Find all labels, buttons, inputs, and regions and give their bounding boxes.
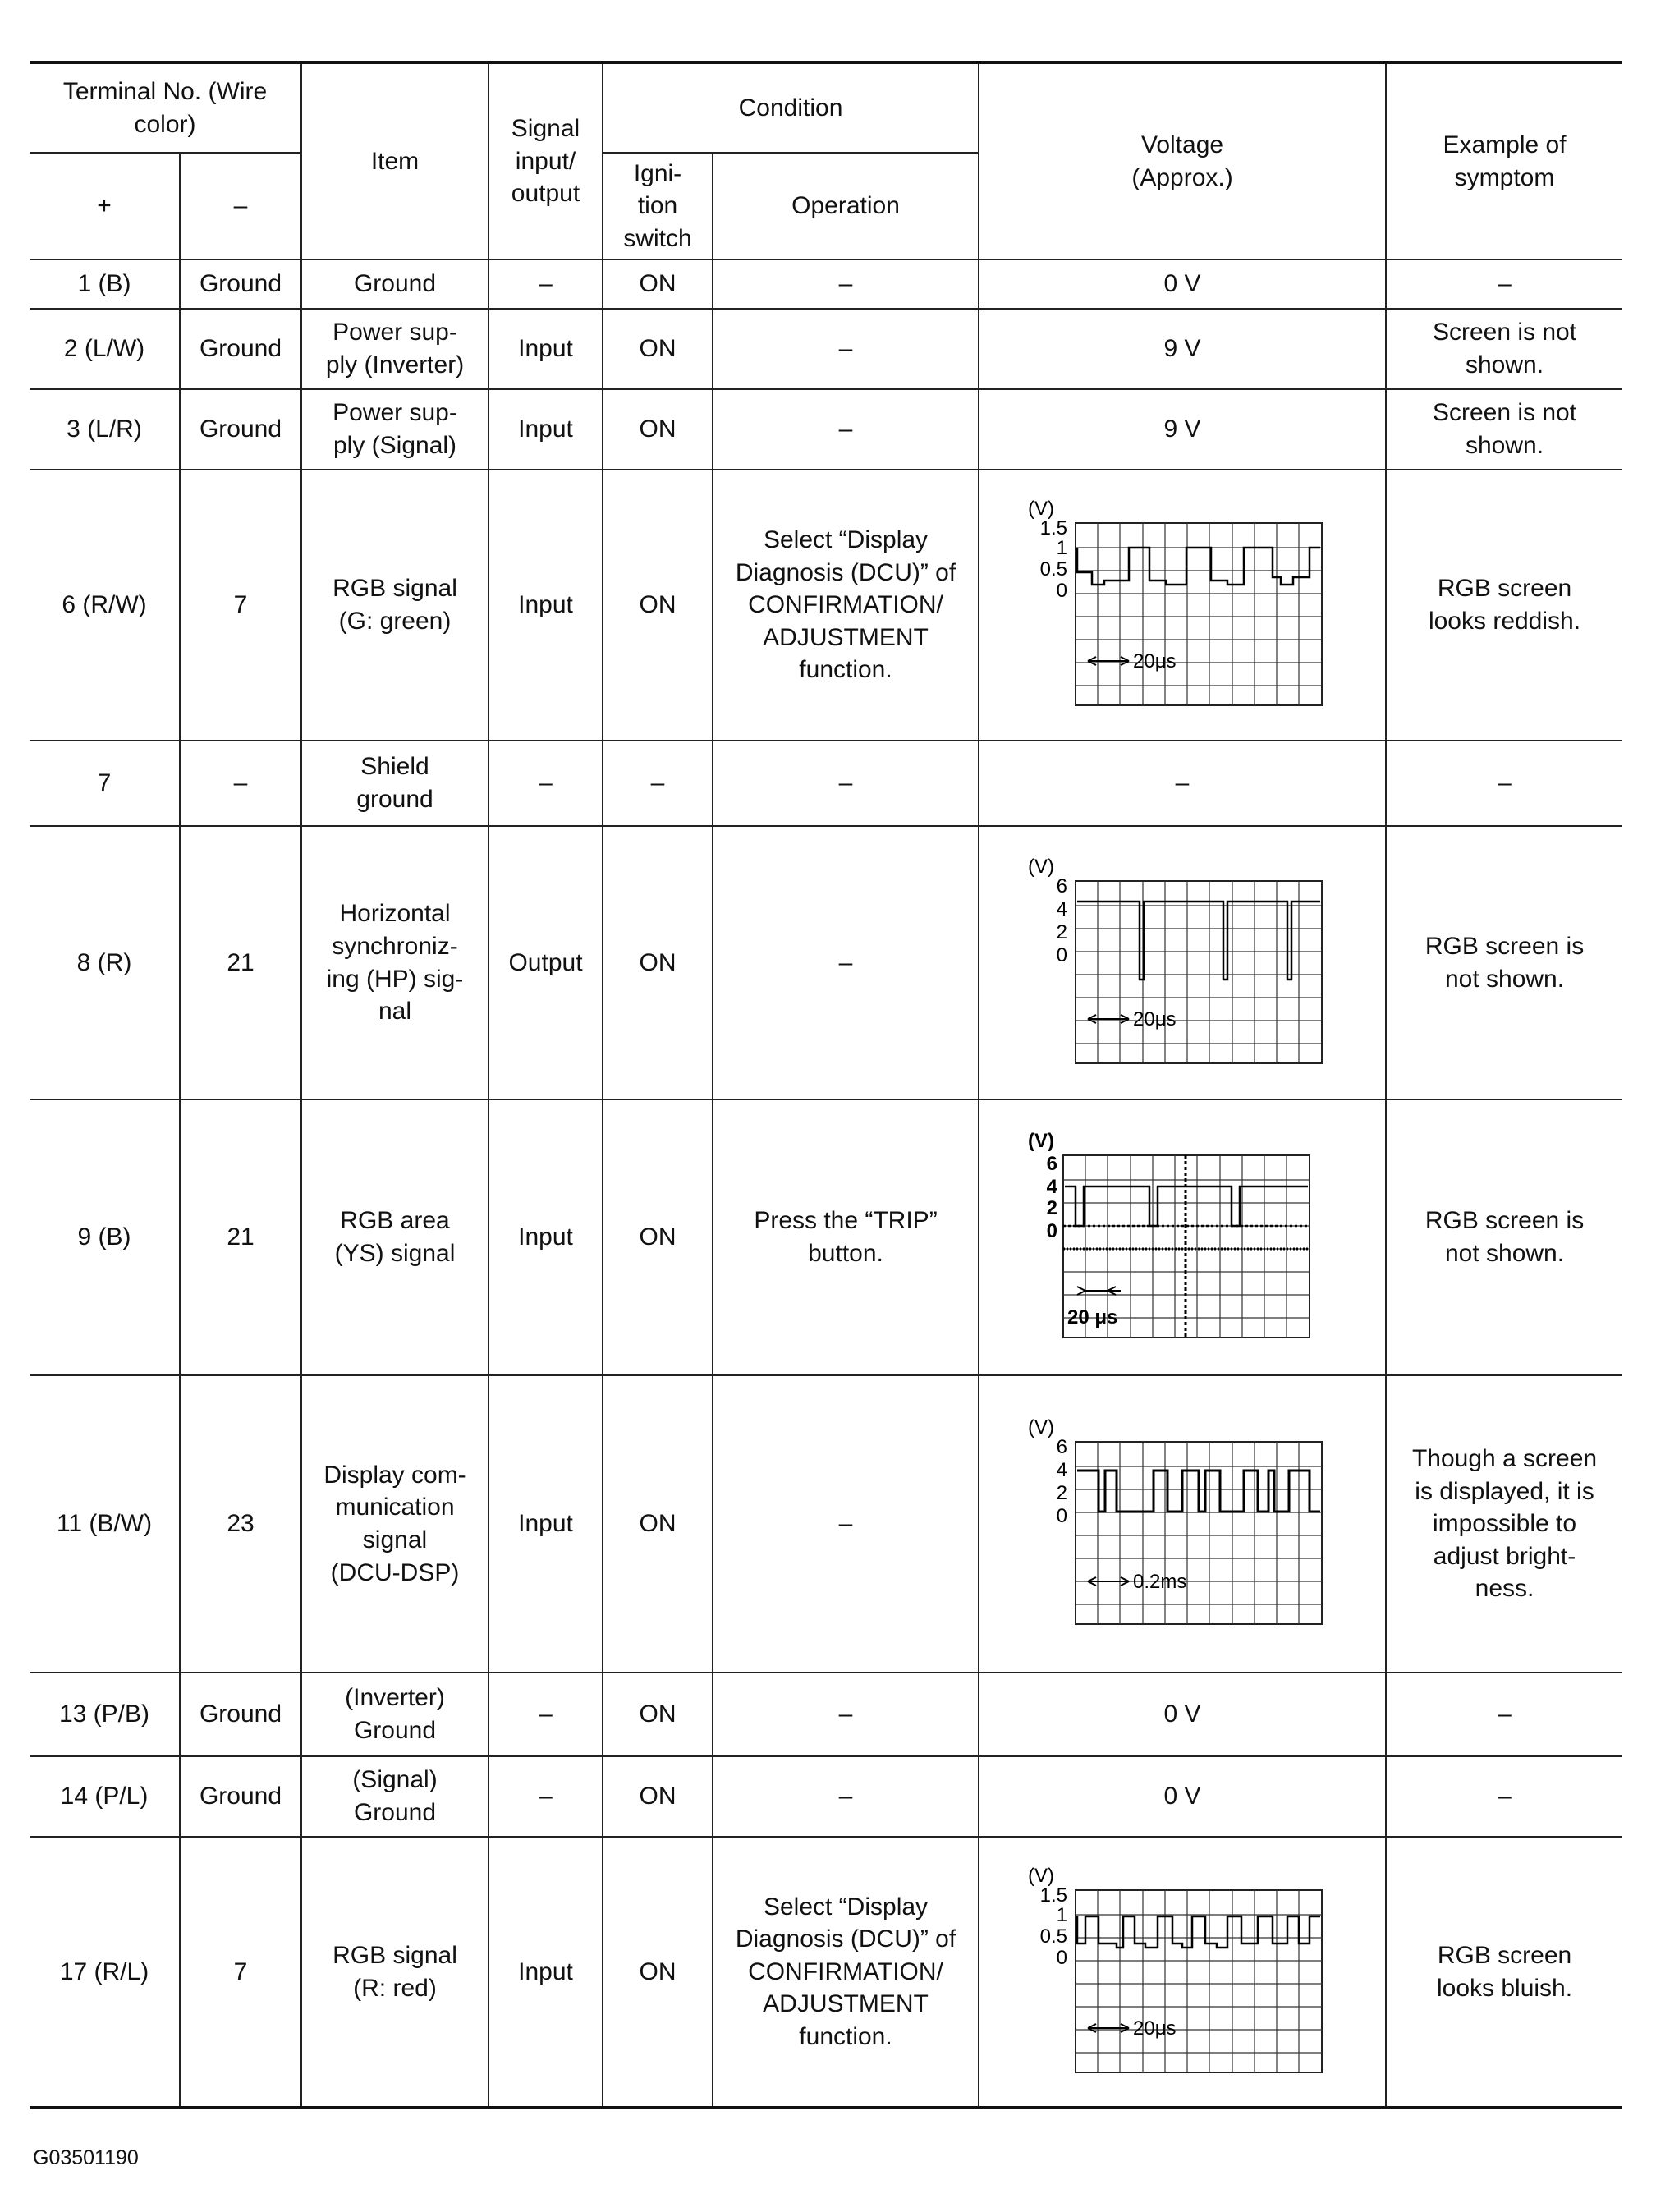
operation-cell: – bbox=[713, 309, 979, 389]
scope-y-label: 4 bbox=[1056, 1459, 1068, 1481]
terminal-plus: 13 (P/B) bbox=[30, 1673, 180, 1756]
terminal-minus: 7 bbox=[180, 470, 301, 741]
terminal-minus: Ground bbox=[180, 389, 301, 470]
scope-y-label: 0 bbox=[1056, 943, 1068, 966]
terminal-minus: 21 bbox=[180, 1099, 301, 1375]
voltage-cell bbox=[979, 1375, 1386, 1673]
operation-cell: Press the “TRIP” button. bbox=[713, 1099, 979, 1375]
symptom-cell: RGB screen looks reddish. bbox=[1386, 470, 1622, 741]
scope-y-label: 0 bbox=[1056, 580, 1068, 602]
terminal-plus: 11 (B/W) bbox=[30, 1375, 180, 1673]
table-row bbox=[30, 470, 1622, 741]
table-row bbox=[30, 309, 1622, 389]
signal-cell: Input bbox=[489, 1375, 603, 1673]
ignition-cell: ON bbox=[603, 470, 713, 741]
scope-y-label: 2 bbox=[1056, 1482, 1068, 1504]
terminal-minus: 7 bbox=[180, 1837, 301, 2108]
terminal-plus: 7 bbox=[30, 741, 180, 826]
scope-y-label: 1.5 bbox=[1039, 517, 1068, 539]
ignition-cell: ON bbox=[603, 259, 713, 309]
table-row bbox=[30, 1756, 1622, 1837]
table-row bbox=[30, 259, 1622, 309]
scope-y-label: 1.5 bbox=[1039, 1884, 1068, 1907]
signal-cell: Input bbox=[489, 1837, 603, 2108]
voltage-cell bbox=[979, 826, 1386, 1099]
terminal-minus: 23 bbox=[180, 1375, 301, 1673]
item-cell: Horizontal synchroniz- ing (HP) sig- nal bbox=[301, 826, 489, 1099]
terminal-minus: 21 bbox=[180, 826, 301, 1099]
terminal-plus: 17 (R/L) bbox=[30, 1837, 180, 2108]
item-cell: (Signal) Ground bbox=[301, 1756, 489, 1837]
scope-y-label: 4 bbox=[1056, 897, 1068, 920]
terminal-plus: 8 (R) bbox=[30, 826, 180, 1099]
scope-y-label: 0.5 bbox=[1039, 558, 1068, 581]
terminal-minus: Ground bbox=[180, 309, 301, 389]
scope-y-label: 6 bbox=[1056, 1436, 1068, 1458]
time-scale-arrow bbox=[1088, 1015, 1129, 1023]
table-row bbox=[30, 1837, 1622, 2108]
signal-cell: – bbox=[489, 1673, 603, 1756]
header-item: Item bbox=[301, 62, 489, 259]
terminal-spec-table bbox=[30, 61, 1622, 2109]
scope-time-label: 20μs bbox=[1133, 2017, 1177, 2040]
item-cell: Ground bbox=[301, 259, 489, 309]
terminal-minus: Ground bbox=[180, 259, 301, 309]
header-terminal: Terminal No. (Wire color) bbox=[30, 62, 301, 153]
operation-cell: – bbox=[713, 741, 979, 826]
symptom-cell: – bbox=[1386, 1756, 1622, 1837]
symptom-cell: – bbox=[1386, 259, 1622, 309]
scope-time-label: 20μs bbox=[1133, 650, 1177, 672]
ignition-cell: ON bbox=[603, 1099, 713, 1375]
operation-cell: – bbox=[713, 1673, 979, 1756]
voltage-cell: 0 V bbox=[979, 1673, 1386, 1756]
oscilloscope-waveform bbox=[1026, 1417, 1338, 1631]
scope-y-label: 4 bbox=[1046, 1176, 1058, 1198]
terminal-plus: 14 (P/L) bbox=[30, 1756, 180, 1837]
scope-y-label: 0 bbox=[1056, 1946, 1068, 1969]
terminal-minus: – bbox=[180, 741, 301, 826]
item-cell: RGB signal (R: red) bbox=[301, 1837, 489, 2108]
figure-code: G03501190 bbox=[33, 2146, 139, 2169]
item-cell: Power sup- ply (Signal) bbox=[301, 389, 489, 470]
item-cell: RGB signal (G: green) bbox=[301, 470, 489, 741]
ignition-cell: ON bbox=[603, 1673, 713, 1756]
voltage-cell bbox=[979, 1837, 1386, 2108]
scope-y-label: (V) bbox=[1028, 1417, 1055, 1439]
header-ignition: Igni- tion switch bbox=[603, 153, 713, 259]
table-row bbox=[30, 741, 1622, 826]
scope-time-label: 0.2ms bbox=[1133, 1571, 1187, 1593]
time-scale-arrow bbox=[1088, 657, 1129, 665]
signal-cell: Input bbox=[489, 470, 603, 741]
header-operation: Operation bbox=[713, 153, 979, 259]
voltage-cell: – bbox=[979, 741, 1386, 826]
item-cell: Shield ground bbox=[301, 741, 489, 826]
voltage-cell bbox=[979, 1099, 1386, 1375]
scope-y-label: 2 bbox=[1046, 1197, 1058, 1219]
terminal-plus: 3 (L/R) bbox=[30, 389, 180, 470]
ignition-cell: ON bbox=[603, 1837, 713, 2108]
scope-y-label: (V) bbox=[1028, 498, 1055, 520]
scope-y-label: (V) bbox=[1028, 856, 1055, 878]
signal-cell: Input bbox=[489, 1099, 603, 1375]
signal-cell: Input bbox=[489, 389, 603, 470]
time-scale-arrow bbox=[1088, 2024, 1129, 2032]
item-cell: Display com- munication signal (DCU-DSP) bbox=[301, 1375, 489, 1673]
symptom-cell: Screen is not shown. bbox=[1386, 309, 1622, 389]
terminal-plus: 9 (B) bbox=[30, 1099, 180, 1375]
scope-y-label: 0.5 bbox=[1039, 1925, 1068, 1948]
scope-y-label: 2 bbox=[1056, 920, 1068, 943]
voltage-cell bbox=[979, 470, 1386, 741]
header-minus: – bbox=[180, 153, 301, 259]
scope-y-label: 1 bbox=[1056, 1903, 1068, 1926]
ignition-cell: ON bbox=[603, 309, 713, 389]
voltage-cell: 0 V bbox=[979, 1756, 1386, 1837]
operation-cell: – bbox=[713, 259, 979, 309]
operation-cell: – bbox=[713, 826, 979, 1099]
scope-time-label: 20μs bbox=[1133, 1007, 1177, 1030]
voltage-cell: 9 V bbox=[979, 389, 1386, 470]
header-signal: Signal input/ output bbox=[489, 62, 603, 259]
ignition-cell: ON bbox=[603, 389, 713, 470]
item-cell: Power sup- ply (Inverter) bbox=[301, 309, 489, 389]
oscilloscope-waveform bbox=[1026, 1866, 1338, 2079]
item-cell: RGB area (YS) signal bbox=[301, 1099, 489, 1375]
operation-cell: Select “Display Diagnosis (DCU)” of CONFIRMATION/ ADJUSTMENT function. bbox=[713, 1837, 979, 2108]
oscilloscope-waveform bbox=[1026, 856, 1338, 1070]
signal-cell: – bbox=[489, 741, 603, 826]
header-plus: + bbox=[30, 153, 180, 259]
signal-cell: – bbox=[489, 1756, 603, 1837]
scope-y-label: (V) bbox=[1028, 1131, 1055, 1152]
operation-cell: – bbox=[713, 1375, 979, 1673]
voltage-cell: 0 V bbox=[979, 259, 1386, 309]
terminal-plus: 1 (B) bbox=[30, 259, 180, 309]
header-voltage: Voltage (Approx.) bbox=[979, 62, 1386, 259]
ignition-cell: ON bbox=[603, 1756, 713, 1837]
oscilloscope-waveform bbox=[1026, 498, 1338, 712]
operation-cell: – bbox=[713, 1756, 979, 1837]
table-row bbox=[30, 389, 1622, 470]
scope-y-label: 1 bbox=[1056, 537, 1068, 559]
oscilloscope-waveform bbox=[1026, 1131, 1338, 1344]
symptom-cell: Though a screen is displayed, it is impossible to adjust bright- ness. bbox=[1386, 1375, 1622, 1673]
ignition-cell: – bbox=[603, 741, 713, 826]
symptom-cell: – bbox=[1386, 741, 1622, 826]
signal-cell: – bbox=[489, 259, 603, 309]
table-row bbox=[30, 826, 1622, 1099]
scope-y-label: 0 bbox=[1046, 1220, 1058, 1242]
header-condition: Condition bbox=[603, 62, 979, 153]
ignition-cell: ON bbox=[603, 1375, 713, 1673]
voltage-cell: 9 V bbox=[979, 309, 1386, 389]
table-row bbox=[30, 1099, 1622, 1375]
operation-cell: Select “Display Diagnosis (DCU)” of CONFIRMATION/ ADJUSTMENT function. bbox=[713, 470, 979, 741]
symptom-cell: – bbox=[1386, 1673, 1622, 1756]
time-scale-arrow bbox=[1088, 1577, 1129, 1586]
terminal-plus: 2 (L/W) bbox=[30, 309, 180, 389]
symptom-cell: Screen is not shown. bbox=[1386, 389, 1622, 470]
terminal-minus: Ground bbox=[180, 1756, 301, 1837]
scope-y-label: 6 bbox=[1046, 1153, 1058, 1175]
terminal-plus: 6 (R/W) bbox=[30, 470, 180, 741]
scope-y-label: (V) bbox=[1028, 1865, 1055, 1887]
scope-y-label: 0 bbox=[1056, 1505, 1068, 1527]
symptom-cell: RGB screen is not shown. bbox=[1386, 1099, 1622, 1375]
item-cell: (Inverter) Ground bbox=[301, 1673, 489, 1756]
header-symptom: Example of symptom bbox=[1386, 62, 1622, 259]
table-row bbox=[30, 1375, 1622, 1673]
terminal-minus: Ground bbox=[180, 1673, 301, 1756]
scope-time-label: 20 μs bbox=[1067, 1306, 1118, 1329]
symptom-cell: RGB screen is not shown. bbox=[1386, 826, 1622, 1099]
operation-cell: – bbox=[713, 389, 979, 470]
signal-cell: Output bbox=[489, 826, 603, 1099]
symptom-cell: RGB screen looks bluish. bbox=[1386, 1837, 1622, 2108]
ignition-cell: ON bbox=[603, 826, 713, 1099]
spec-page bbox=[30, 61, 1622, 2109]
table-row bbox=[30, 1673, 1622, 1756]
signal-cell: Input bbox=[489, 309, 603, 389]
time-scale-arrow bbox=[1077, 1287, 1121, 1295]
scope-y-label: 6 bbox=[1056, 874, 1068, 897]
